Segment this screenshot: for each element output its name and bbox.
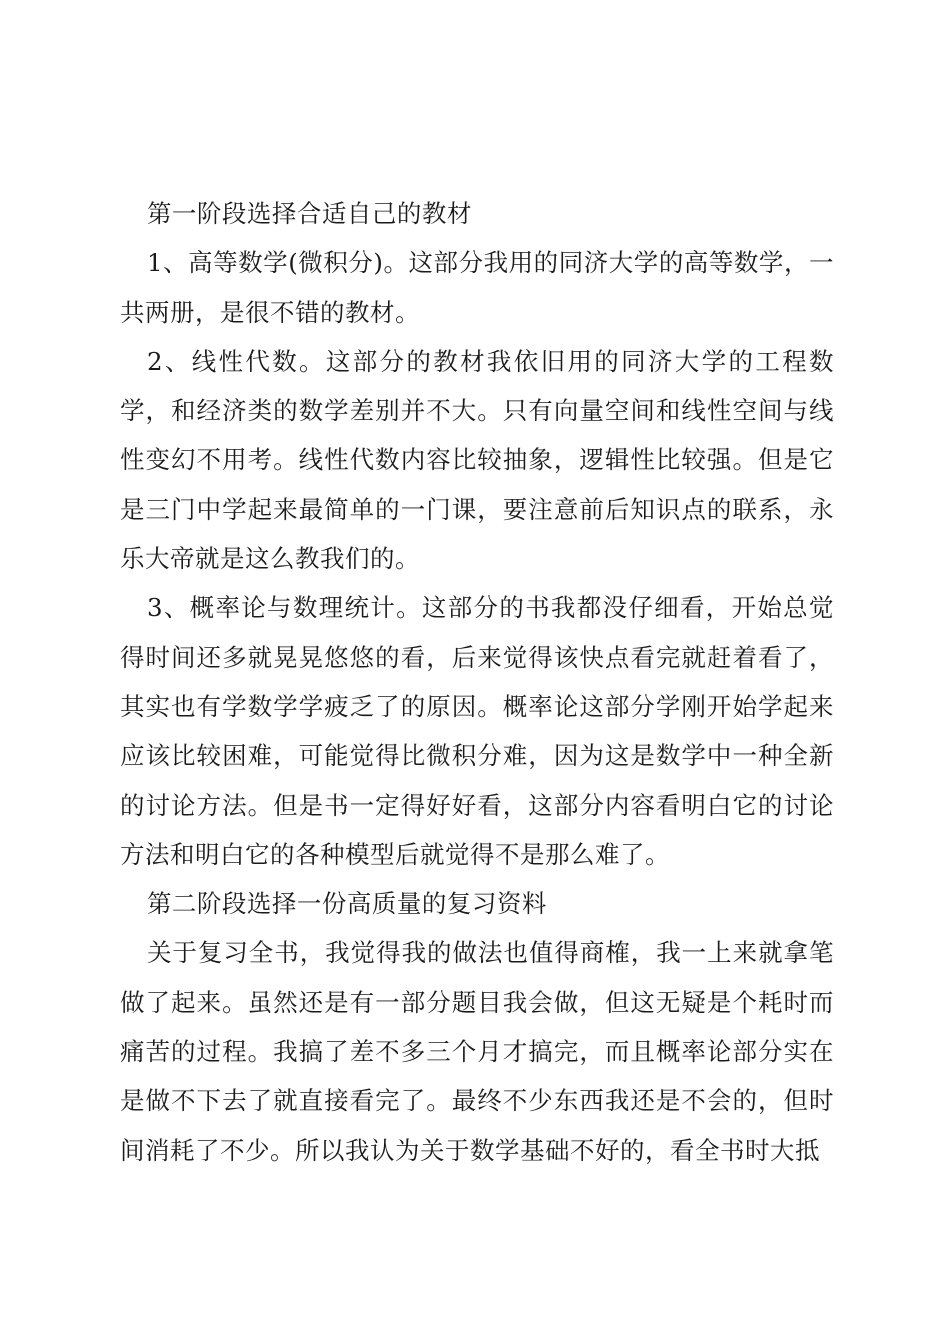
section-heading-stage-two: 第二阶段选择一份高质量的复习资料 [146, 889, 547, 919]
document-body [120, 189, 834, 1175]
paragraph-linear-algebra: 2、线性代数。这部分的教材我依旧用的同济大学的工程数学，和经济类的数学差别并不大。只有向量空间和线性空间与线性变幻不用考。线性代数内容比较抽象，逻辑性比较强。但是它是三门中学起来最简单的一门课，要注意前后知识点的联系，永乐大帝就是这么教我们的。 [120, 346, 834, 574]
paragraph-review-book: 关于复习全书，我觉得我的做法也值得商榷，我一上来就拿笔做了起来。虽然还是有一部分题目我会做，但这无疑是个耗时而痛苦的过程。我搞了差不多三个月才搞完，而且概率论部分实在是做不下去了就直接看完了。最终不少东西我还是不会的，但时间消耗了不少。所以我认为关于数学基础不好的，看全书时大抵 [120, 938, 834, 1165]
section-heading-stage-one: 第一阶段选择合适自己的教材 [146, 199, 472, 228]
paragraph-advanced-math: 1、高等数学(微积分)。这部分我用的同济大学的高等数学，一共两册，是很不错的教材。 [120, 248, 834, 327]
paragraph-probability-statistics: 3、概率论与数理统计。这部分的书我都没仔细看，开始总觉得时间还多就晃晃悠悠的看，后来觉得该快点看完就赶着看了，其实也有学数学学疲乏了的原因。概率论这部分学刚开始学起来应该比较困难，可能觉得比微积分难，因为这是数学中一种全新的讨论方法。但是书一定得好好看，这部分内容看明白它的讨论方法和明白它的各种模型后就觉得不是那么难了。 [120, 593, 834, 869]
